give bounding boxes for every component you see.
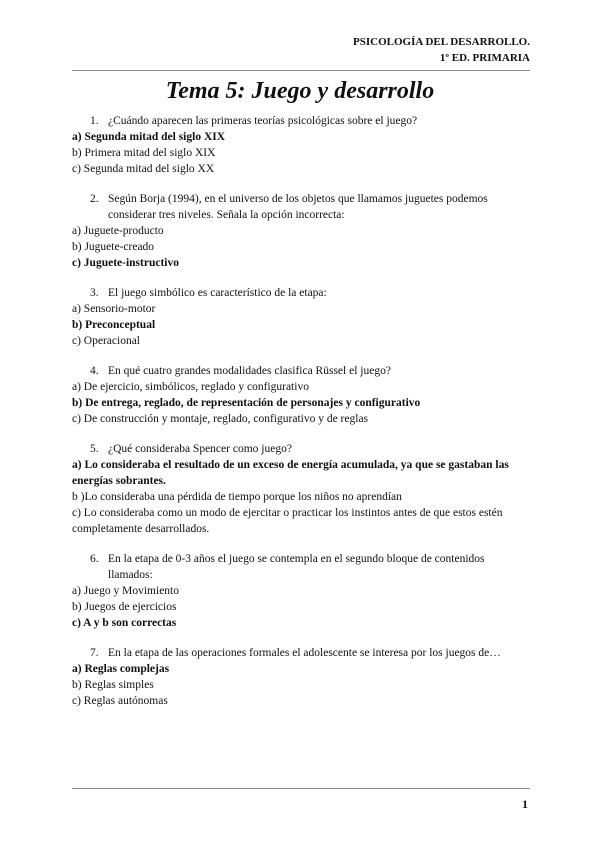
question-text [72,285,530,301]
question-number: 2. [90,193,99,205]
question-block [72,285,530,349]
footer-divider [72,788,530,789]
question-text [72,645,530,661]
answer-option: a) Juego y Movimiento [72,585,179,597]
question-number: 4. [90,365,99,377]
question-number: 6. [90,553,99,565]
answer-option-correct: b) Preconceptual [72,319,156,331]
header-subject: PSICOLOGÍA DEL DESARROLLO. [353,36,530,48]
answer-option-correct: c) A y b son correctas [72,617,177,629]
question-text [72,551,530,583]
question-number: 7. [90,647,99,659]
answer-option: c) Lo consideraba como un modo de ejercitar o practicar los instintos antes de que estos estén completamente desarrollados. [72,507,503,535]
page-header [353,34,530,66]
answer-option: b) Juegos de ejercicios [72,601,177,613]
question-prompt: En la etapa de 0-3 años el juego se contempla en el segundo bloque de contenidos llamados: [108,553,485,581]
question-block [72,551,530,631]
question-number: 5. [90,443,99,455]
answer-option: c) De construcción y montaje, reglado, configurativo y de reglas [72,413,369,425]
header-course: 1º ED. PRIMARIA [439,52,530,64]
answer-option: c) Segunda mitad del siglo XX [72,163,215,175]
question-block [72,363,530,427]
question-block [72,645,530,709]
question-prompt: Según Borja (1994), en el universo de los objetos que llamamos juguetes podemos considerar tres niveles. Señala la opción incorrecta: [108,193,488,221]
question-prompt: El juego simbólico es característico de la etapa: [108,287,327,299]
answer-option-correct: a) Reglas complejas [72,663,170,675]
answer-option: a) Sensorio-motor [72,303,156,315]
header-divider [72,70,530,71]
answer-option: b) Reglas simples [72,679,154,691]
question-text [72,441,530,457]
question-list [72,113,530,723]
question-block [72,441,530,537]
answer-option: b) Juguete-creado [72,241,155,253]
question-prompt: ¿Cuándo aparecen las primeras teorías psicológicas sobre el juego? [108,115,418,127]
page-number: 1 [522,797,528,811]
page-title: Tema 5: Juego y desarrollo [165,78,435,104]
answer-option-correct: c) Juguete-instructivo [72,257,179,269]
answer-option: c) Reglas autónomas [72,695,168,707]
question-number: 3. [90,287,99,299]
answer-option-correct: a) Lo consideraba el resultado de un exceso de energía acumulada, ya que se gastaban las energías sobrantes. [72,459,509,487]
answer-option-correct: b) De entrega, reglado, de representación de personajes y configurativo [72,397,421,409]
question-number: 1. [90,115,99,127]
answer-option: a) Juguete-producto [72,225,164,237]
question-text [72,113,530,129]
question-text [72,191,530,223]
question-prompt: ¿Qué consideraba Spencer como juego? [108,443,292,455]
question-block [72,113,530,177]
answer-option: b) Primera mitad del siglo XIX [72,147,216,159]
answer-option: c) Operacional [72,335,141,347]
question-prompt: En qué cuatro grandes modalidades clasifica Rüssel el juego? [108,365,391,377]
answer-option: a) De ejercicio, simbólicos, reglado y configurativo [72,381,309,393]
answer-option-correct: a) Segunda mitad del siglo XIX [72,131,226,143]
question-text [72,363,530,379]
question-block [72,191,530,271]
question-prompt: En la etapa de las operaciones formales el adolescente se interesa por los juegos de… [108,647,501,659]
answer-option: b )Lo consideraba una pérdida de tiempo porque los niños no aprendían [72,491,402,503]
